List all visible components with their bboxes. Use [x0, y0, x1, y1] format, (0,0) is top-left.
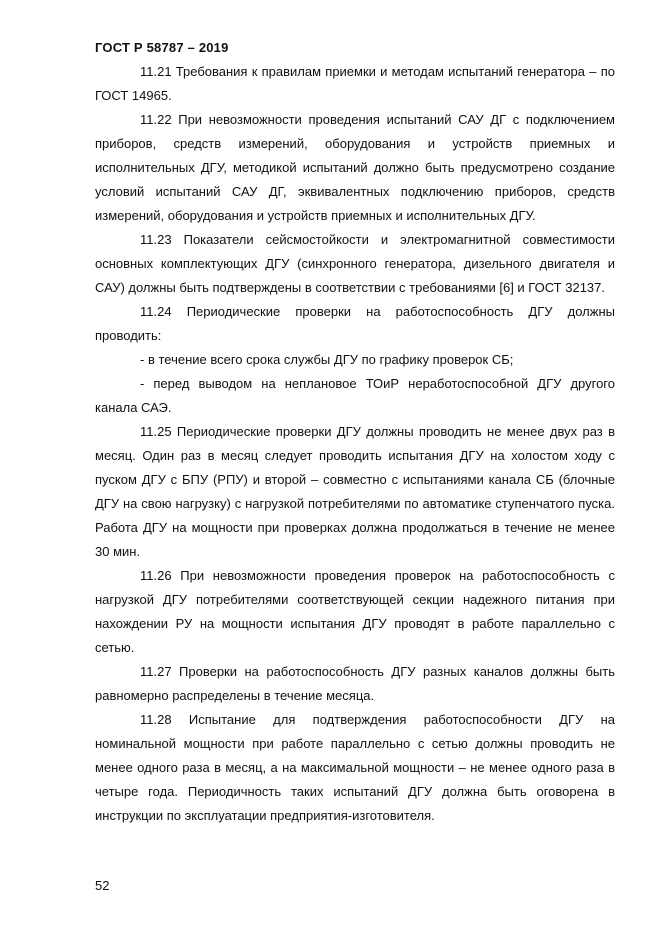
paragraph-11-24: 11.24 Периодические проверки на работоспособность ДГУ должны проводить: — [95, 304, 615, 343]
list-item-service-life: - в течение всего срока службы ДГУ по графику проверок СБ; — [140, 352, 514, 367]
paragraph-11-26: 11.26 При невозможности проведения проверок на работоспособность с нагрузкой ДГУ потребителями соответствующей секции надежного питания при нахождении РУ на мощности испытания ДГУ проводят в работе параллельно с сетью. — [95, 568, 615, 655]
paragraph-11-23: 11.23 Показатели сейсмостойкости и электромагнитной совместимости основных комплектующих ДГУ (синхронного генератора, дизельного двигателя и САУ) должны быть подтверждены в соответствии с требованиями [6] и ГОСТ 32137. — [95, 232, 615, 295]
list-item-before-maintenance: - перед выводом на неплановое ТОиР неработоспособной ДГУ другого канала САЭ. — [95, 376, 615, 415]
paragraph-11-27: 11.27 Проверки на работоспособность ДГУ разных каналов должны быть равномерно распределены в течение месяца. — [95, 664, 615, 703]
paragraph-11-25: 11.25 Периодические проверки ДГУ должны проводить не менее двух раз в месяц. Один раз в месяц следует проводить испытания ДГУ на холостом ходу с пуском ДГУ с БПУ (РПУ) и второй – совместно с испытаниями канала СБ (блочные ДГУ на свою нагрузку) с нагрузкой потребителями по автоматике ступенчатого пуска. Работа ДГУ на мощности при проверках должна продолжаться в течение не менее 30 мин. — [95, 424, 615, 559]
paragraph-11-28: 11.28 Испытание для подтверждения работоспособности ДГУ на номинальной мощности при работе параллельно с сетью должны проводить не менее одного раза в месяц, а на максимальной мощности – не менее одного раза в четыре года. Периодичность таких испытаний ДГУ должна быть оговорена в инструкции по эксплуатации предприятия-изготовителя. — [95, 712, 615, 823]
document-body — [95, 60, 615, 828]
paragraph-11-22: 11.22 При невозможности проведения испытаний САУ ДГ с подключением приборов, средств измерений, оборудования и устройств приемных и исполнительных ДГУ, методикой испытаний должно быть предусмотрено создание условий испытаний САУ ДГ, эквивалентных подключению приборов, средств измерений, оборудования и устройств приемных и исполнительных ДГУ. — [95, 112, 615, 223]
paragraph-11-21: 11.21 Требования к правилам приемки и методам испытаний генератора – по ГОСТ 14965. — [95, 64, 615, 103]
page-number: 52 — [95, 878, 110, 893]
document-header: ГОСТ Р 58787 – 2019 — [95, 40, 229, 55]
